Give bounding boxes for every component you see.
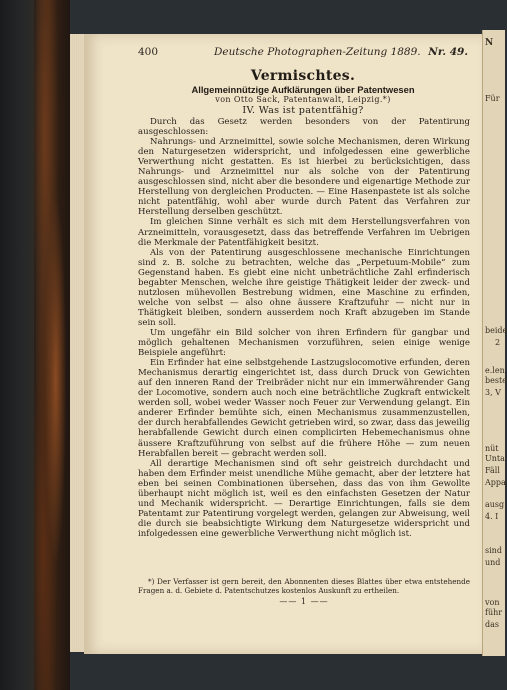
adjacent-page-text: ausg [485, 500, 505, 509]
footnote-text: *) Der Verfasser ist gern bereit, den Abonnenten dieses Blattes über etwa entstehende Fragen a. d. Gebiete d. Patentschutzes kostenlos Auskunft zu ertheilen. [138, 577, 470, 595]
adjacent-page-text: 4. I [485, 512, 499, 521]
running-header [138, 46, 468, 60]
footnote [138, 578, 470, 595]
subsection-heading: IV. Was ist patentfähig? [242, 105, 364, 116]
page-number: 400 [138, 46, 159, 58]
paragraph: Im gleichen Sinne verhält es sich mit dem Herstellungsverfahren von Arzneimitteln, vorausgesetzt, dass das betreffende Verfahren im Uebrigen die Merkmale der Patentfähigkeit besitzt. [138, 217, 470, 248]
adjacent-page-text: sind [485, 546, 502, 555]
adjacent-page-text: e.len [485, 366, 505, 375]
paragraph: Nahrungs- und Arzneimittel, sowie solche Mechanismen, deren Wirkung den Naturgesetzen widerspricht, und infolgedessen eine gewerbliche Verwerthung nicht gestatten. Es ist hierbei zu berücksichtigen, dass Nahrungs- und Arzneimittel nur als solche von der Patentirung ausgeschlossen sind, nicht aber die besondere und eigenartige Methode zur Herstellung von dergleichen Producten. — Eine Hasenpastete ist als solche nicht patentfähig, wohl aber wurde durch Patent das Verfahren zur Herstellung derselben geschützt. [138, 137, 470, 218]
adjacent-page-text: beide [485, 326, 507, 335]
adjacent-page-text: Appa [485, 478, 506, 487]
adjacent-page-text: von [485, 598, 500, 607]
adjacent-page-text: und [485, 558, 501, 567]
adjacent-page-text: das [485, 620, 499, 629]
adjacent-page-text: nüt [485, 444, 499, 453]
article-body [138, 117, 470, 539]
article-author: von Otto Sack, Patentanwalt, Leipzig.*) [215, 95, 391, 104]
book-binding-spine [0, 0, 34, 690]
adjacent-page-text: Unta [485, 454, 505, 463]
adjacent-page-text: 3, V [485, 388, 501, 397]
marbled-cover-edge [34, 0, 70, 690]
paragraph: Durch das Gesetz werden besonders von der Patentirung ausgeschlossen: [138, 117, 470, 138]
section-heading: Vermischtes. [250, 68, 356, 84]
issue-number: Nr. 49. [428, 46, 468, 58]
paragraph: Ein Erfinder hat eine selbstgehende Lastzugslocomotive erfunden, deren Mechanismus derartig eingerichtet ist, dass durch Druck von Gewichten auf den inneren Rand der Treibräder nicht nur ein immerwährender Gang der Locomotive, sondern auch noch eine beträchtliche Zugkraft entwickelt werden soll, wobei weder Wasser noch Feuer zur Verwendung gelangt. Ein anderer Erfinder bemühte sich, einen Mechanismus zusammenzustellen, der durch herabfallendes Gewicht getrieben wird, so zwar, dass das jeweilig herabfallende Gewicht durch einen complicirten Hebemechanismus ohne äussere Kraftzuführung von selbst auf die frühere Höhe — zum neuen Herabfallen bereit — gebracht werden soll. [138, 358, 470, 459]
adjacent-page-text: beste [485, 376, 507, 385]
page-ornament: —— 1 —— [279, 597, 329, 606]
adjacent-page-text: führ [485, 608, 503, 617]
adjacent-page-text: Fäll [485, 466, 500, 475]
adjacent-page-fragment [482, 30, 505, 656]
paragraph: All derartige Mechanismen sind oft sehr geistreich durchdacht und haben dem Erfinder meist unendliche Mühe gemacht, aber der letztere hat eben bei seinen Combinationen übersehen, dass das von ihm Gewollte überhaupt nicht möglich ist, weil es den einfachsten Gesetzen der Natur und Mechanik widerspricht. — Derartige Einrichtungen, falls sie dem Patentamt zur Patentirung vorgelegt werden, gelangen zur Abweisung, weil die durch sie beabsichtigte Wirkung dem Naturgesetze widerspricht und infolgedessen eine gewerbliche Verwerthung nicht möglich ist. [138, 458, 470, 539]
adjacent-page-text: N [485, 38, 494, 48]
page-stack-edges [70, 34, 84, 652]
journal-title: Deutsche Photographen-Zeitung 1889. [214, 46, 421, 58]
article-title: Allgemeinnützige Aufklärungen über Patentwesen [191, 84, 415, 95]
paragraph: Als von der Patentirung ausgeschlossene mechanische Einrichtungen sind z. B. solche zu betrachten, welche das „Perpetuum-Mobile“ zum Gegenstand haben. Es giebt eine nicht unbeträchtliche Zahl erfinderisch begabter Menschen, welche ihre geistige Thätigkeit leider der zweck- und nutzlosen mühevollen Bestrebung widmen, eine Maschine zu erfinden, welche von selbst — also ohne äussere Kraftzufuhr — nicht nur in Thätigkeit bleiben, sondern ausserdem noch Kraft abzugeben im Stande sein soll. [138, 247, 470, 328]
paragraph: Um ungefähr ein Bild solcher von ihren Erfindern für gangbar und möglich gehaltenen Mechanismen vorzuführen, seien einige wenige Beispiele angeführt: [138, 327, 470, 359]
adjacent-page-text: 2 [495, 338, 501, 347]
adjacent-page-text: Für [485, 94, 500, 103]
